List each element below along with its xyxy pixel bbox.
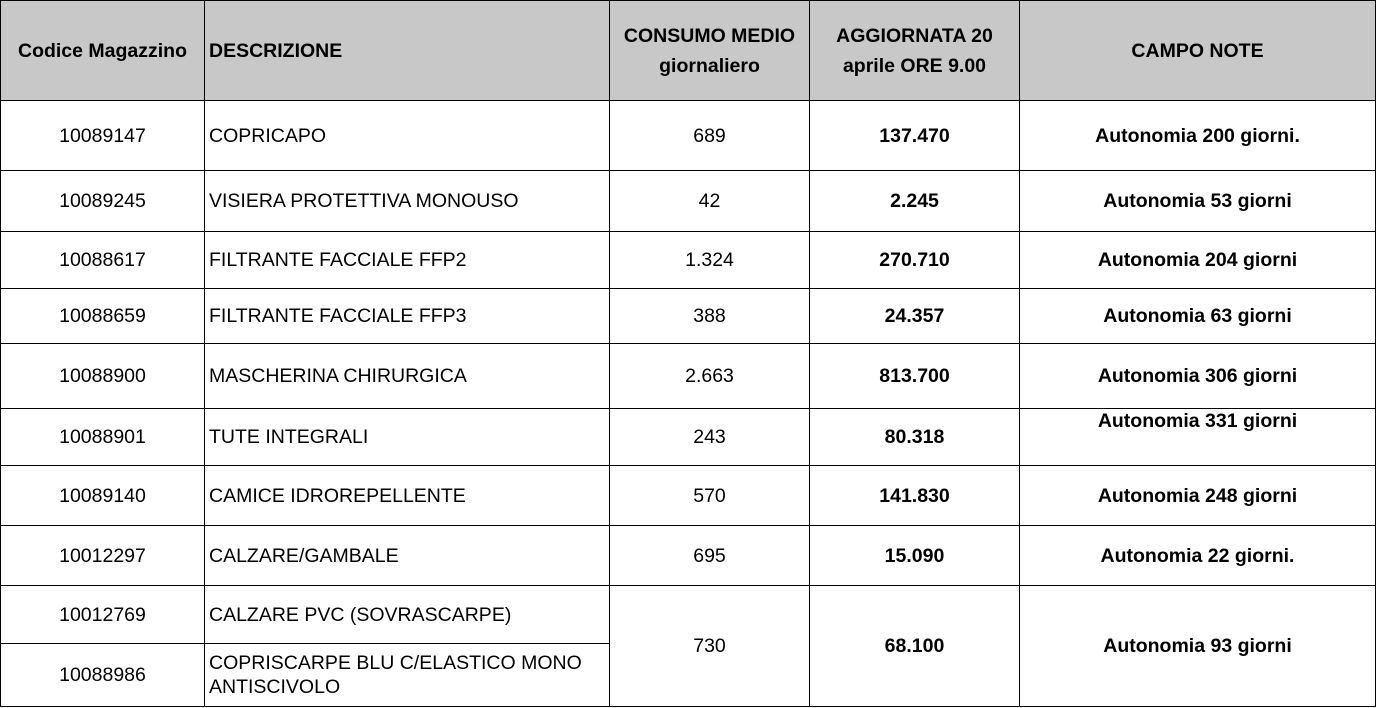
cell-consumption: 689 (610, 101, 810, 171)
table-row (1, 344, 1376, 409)
cell-code: 10089245 (1, 171, 205, 232)
cell-description: COPRICAPO (205, 101, 610, 171)
header-consumption (610, 1, 810, 101)
cell-code: 10088900 (1, 344, 205, 409)
header-updated-line2: aprile ORE 9.00 (842, 54, 987, 77)
cell-note: Autonomia 331 giorni (1020, 409, 1376, 466)
cell-description: VISIERA PROTETTIVA MONOUSO (205, 171, 610, 232)
table-row (1, 586, 1376, 644)
cell-description: CALZARE PVC (SOVRASCARPE) (205, 586, 610, 644)
cell-consumption: 2.663 (610, 344, 810, 409)
cell-consumption: 388 (610, 289, 810, 344)
cell-note: Autonomia 248 giorni (1020, 466, 1376, 526)
cell-stock-merged: 68.100 (810, 586, 1020, 707)
cell-stock: 137.470 (810, 101, 1020, 171)
cell-description: CAMICE IDROREPELLENTE (205, 466, 610, 526)
cell-note: Autonomia 204 giorni (1020, 232, 1376, 289)
cell-code: 10089140 (1, 466, 205, 526)
cell-description: COPRISCARPE BLU C/ELASTICO MONO ANTISCIVOLO (205, 644, 610, 707)
header-consumption-line1: CONSUMO MEDIO (623, 24, 796, 47)
cell-description: TUTE INTEGRALI (205, 409, 610, 466)
header-consumption-line2: giornaliero (659, 54, 760, 77)
table-row (1, 289, 1376, 344)
cell-stock: 141.830 (810, 466, 1020, 526)
header-row (1, 1, 1376, 101)
cell-consumption: 1.324 (610, 232, 810, 289)
cell-note-merged: Autonomia 93 giorni (1020, 586, 1376, 707)
cell-consumption-merged: 730 (610, 586, 810, 707)
cell-code: 10012297 (1, 526, 205, 586)
cell-consumption: 243 (610, 409, 810, 466)
cell-consumption: 42 (610, 171, 810, 232)
cell-note: Autonomia 53 giorni (1020, 171, 1376, 232)
cell-stock: 24.357 (810, 289, 1020, 344)
table-row (1, 409, 1376, 466)
cell-description: MASCHERINA CHIRURGICA (205, 344, 610, 409)
cell-note: Autonomia 63 giorni (1020, 289, 1376, 344)
table-row (1, 232, 1376, 289)
cell-consumption: 695 (610, 526, 810, 586)
cell-stock: 2.245 (810, 171, 1020, 232)
cell-code: 10089147 (1, 101, 205, 171)
cell-code: 10088986 (1, 644, 205, 707)
cell-description: FILTRANTE FACCIALE FFP3 (205, 289, 610, 344)
cell-code: 10012769 (1, 586, 205, 644)
header-updated-line1: AGGIORNATA 20 (836, 24, 993, 47)
cell-note: Autonomia 200 giorni. (1020, 101, 1376, 171)
table-row (1, 101, 1376, 171)
cell-note: Autonomia 306 giorni (1020, 344, 1376, 409)
cell-consumption: 570 (610, 466, 810, 526)
cell-description: CALZARE/GAMBALE (205, 526, 610, 586)
cell-code: 10088659 (1, 289, 205, 344)
header-code: Codice Magazzino (1, 1, 205, 101)
cell-code: 10088617 (1, 232, 205, 289)
cell-stock: 80.318 (810, 409, 1020, 466)
header-notes: CAMPO NOTE (1020, 1, 1376, 101)
cell-description: FILTRANTE FACCIALE FFP2 (205, 232, 610, 289)
cell-stock: 813.700 (810, 344, 1020, 409)
cell-note: Autonomia 22 giorni. (1020, 526, 1376, 586)
cell-stock: 270.710 (810, 232, 1020, 289)
cell-code: 10088901 (1, 409, 205, 466)
header-updated (810, 1, 1020, 101)
header-description: DESCRIZIONE (205, 1, 610, 101)
table-row (1, 526, 1376, 586)
cell-stock: 15.090 (810, 526, 1020, 586)
table-row (1, 466, 1376, 526)
table-row (1, 171, 1376, 232)
